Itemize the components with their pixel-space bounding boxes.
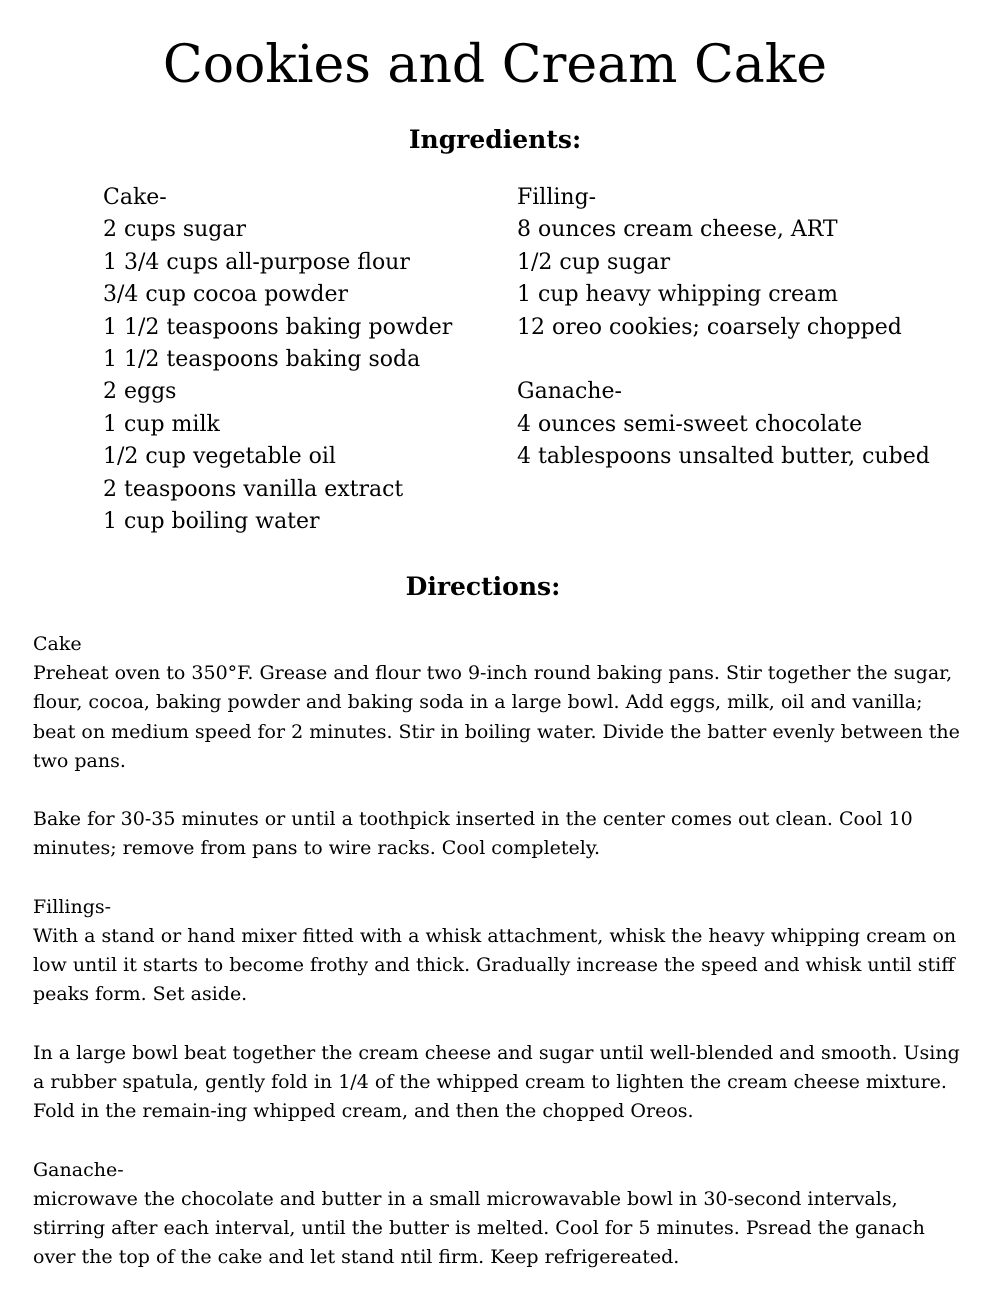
ingredient-item: 4 tablespoons unsalted butter, cubed bbox=[517, 444, 930, 470]
spacer-line bbox=[517, 344, 930, 376]
ganache-directions-label: Ganache- bbox=[33, 1158, 124, 1181]
cake-directions-paragraph: Preheat oven to 350°F. Grease and flour two 9-inch round baking pans. Stir together the sugar, flour, cocoa, baking powder and baking soda in a large bowl. Add eggs, milk, oil and vanilla; beat on medium speed for 2 minutes. Stir in boiling water. Divide the batter evenly between the two pans. bbox=[33, 662, 960, 772]
ingredient-item: 1 1/2 teaspoons baking soda bbox=[103, 346, 421, 372]
directions-heading: Directions: bbox=[405, 572, 561, 601]
cake-ingredients-list bbox=[103, 182, 452, 538]
directions-body bbox=[33, 630, 968, 1302]
ingredients-heading: Ingredients: bbox=[408, 125, 582, 154]
bake-directions-paragraph: Bake for 30-35 minutes or until a toothpick inserted in the center comes out clean. Cool 10 minutes; remove from pans to wire racks. Cool completely. bbox=[33, 808, 913, 860]
filling-ganache-ingredients-list bbox=[517, 182, 930, 474]
whip-cream-paragraph: With a stand or hand mixer fitted with a whisk attachment, whisk the heavy whipping cream on low until it starts to become frothy and thick. Gradually increase the speed and whisk until stiff peaks form. Set aside. bbox=[33, 925, 957, 1006]
ingredient-item: 1 cup milk bbox=[103, 411, 220, 437]
ingredient-item: 1/2 cup vegetable oil bbox=[103, 444, 336, 470]
ingredient-item: 2 eggs bbox=[103, 379, 177, 405]
cake-directions-label: Cake bbox=[33, 633, 82, 655]
ingredient-item: 1 cup heavy whipping cream bbox=[517, 282, 839, 308]
ingredient-item: 2 cups sugar bbox=[103, 217, 247, 243]
ingredient-item: 8 ounces cream cheese, ART bbox=[517, 217, 838, 243]
ganache-ingredients-label: Ganache- bbox=[517, 379, 622, 405]
fillings-directions-label: Fillings- bbox=[33, 895, 112, 918]
ingredient-item: 1 cup boiling water bbox=[103, 508, 320, 534]
recipe-title: Cookies and Cream Cake bbox=[162, 35, 828, 95]
ingredient-item: 1 3/4 cups all-purpose flour bbox=[103, 249, 410, 275]
filling-ingredients-label: Filling- bbox=[517, 185, 597, 210]
filling-mix-paragraph: In a large bowl beat together the cream cheese and sugar until well-blended and smooth. Using a rubber spatula, gently fold in 1/4 of the whipped cream to lighten the cream cheese mixture. Fold in the remain-ing whipped cream, and then the chopped Oreos. bbox=[33, 1041, 960, 1123]
ganache-paragraph: microwave the chocolate and butter in a small microwavable bowl in 30-second intervals, stirring after each interval, until the butter is melted. Cool for 5 minutes. Psread the ganach over the top of the cake and let stand ntil firm. Keep refrigereated. bbox=[33, 1187, 925, 1269]
ingredient-item: 2 teaspoons vanilla extract bbox=[103, 476, 404, 502]
ingredient-item: 3/4 cup cocoa powder bbox=[103, 282, 348, 308]
cake-ingredients-label: Cake- bbox=[103, 185, 167, 210]
ingredient-item: 1/2 cup sugar bbox=[517, 249, 671, 275]
ingredient-item: 12 oreo cookies; coarsely chopped bbox=[517, 314, 902, 340]
ingredient-item: 4 ounces semi-sweet chocolate bbox=[517, 411, 863, 437]
ingredient-item: 1 1/2 teaspoons baking powder bbox=[103, 314, 453, 340]
